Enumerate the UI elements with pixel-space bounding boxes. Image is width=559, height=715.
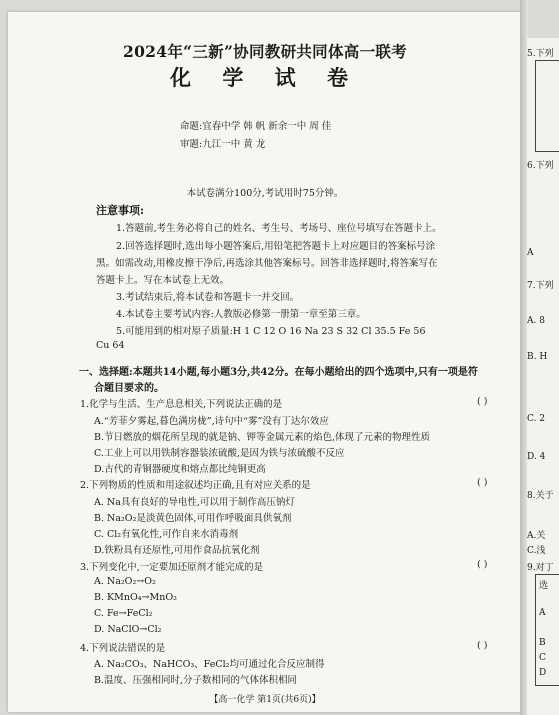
notice-heading: 注意事项: (96, 204, 145, 217)
next-page-text: A.关 (527, 531, 546, 541)
next-page-text: A (527, 248, 534, 258)
section-heading: 一、选择题:本题共14小题,每小题3分,共42分。在每小题给出的四个选项中,只有一项是符 (79, 367, 478, 378)
exam-title: 2024年“三新”协同教研共同体高一联考 (123, 42, 407, 61)
subject-title: 化 学 试 卷 (170, 65, 360, 90)
option: B. KMnO₄→MnO₂ (94, 592, 177, 603)
next-page-text: 6.下列 (527, 161, 554, 171)
answer-paren: ( ) (477, 477, 488, 488)
option: B. Na₂O₂是淡黄色固体,可用作呼吸面具供氧剂 (94, 513, 292, 524)
notice-line: 答题卡上。写在本试卷上无效。 (96, 275, 230, 286)
option: D. NaClO→Cl₂ (94, 624, 162, 635)
next-page-text: C. 2 (527, 414, 546, 424)
answer-paren: ( ) (477, 396, 488, 407)
next-page-text: D (539, 668, 547, 678)
option: B.温度、压强相同时,分子数相同的气体体积相同 (94, 675, 298, 686)
question-stem: 4.下列说法错误的是 (80, 643, 166, 654)
option: C. Fe→FeCl₂ (94, 608, 153, 619)
notice-line: 2.回答选择题时,选出每小题答案后,用铅笔把答题卡上对应题目的答案标号涂 (116, 241, 436, 252)
next-page-text: D. 4 (527, 452, 546, 462)
next-page-text: A. 8 (527, 316, 545, 326)
option: A. Na具有良好的导电性,可以用于制作高压钠灯 (94, 497, 295, 508)
option: A.“芳菲夕雾起,暮色满房栊”,诗句中“雾”没有丁达尔效应 (94, 416, 329, 427)
score-info: 本试卷满分100分,考试用时75分钟。 (186, 188, 344, 199)
option: D.古代的青铜器硬度和熔点都比纯铜更高 (94, 464, 266, 475)
option: A. Na₂O₂→O₂ (94, 576, 156, 587)
section-heading-cont: 合题目要求的。 (94, 383, 164, 394)
option: A. Na₂CO₃、NaHCO₃、FeCl₂均可通过化合反应制得 (94, 659, 325, 670)
notice-line: 5.可能用到的相对原子质量:H 1 C 12 O 16 Na 23 S 32 Cl 35.5 Fe 56 (116, 326, 426, 337)
option: D.铁粉具有还原性,可用作食品抗氧化剂 (94, 545, 260, 556)
next-page-text: B (539, 638, 546, 648)
answer-paren: ( ) (477, 559, 488, 570)
next-page-text: 8.关于 (527, 491, 554, 501)
notice-line: 1.答题前,考生务必将自己的姓名、考生号、考场号、座位号填写在答题卡上。 (116, 223, 442, 234)
notice-line: 4.本试卷主要考试内容:人教版必修第一册第一章至第三章。 (116, 309, 366, 320)
next-page-text: 5.下列 (527, 49, 554, 59)
next-page-text: 7.下列 (527, 281, 554, 291)
next-page-text: 9.对丁 (527, 563, 554, 573)
next-page-text: A (539, 608, 546, 618)
next-page-text: C (539, 653, 546, 663)
question-stem: 1.化学与生活、生产息息相关,下列说法正确的是 (80, 399, 283, 410)
notice-line: 3.考试结束后,将本试卷和答题卡一并交回。 (116, 292, 300, 303)
page-footer: 【高一化学 第1页(共6页)】 (209, 695, 321, 705)
next-page-edge (527, 38, 559, 715)
option: C. Cl₂有氧化性,可作自来水消毒剂 (94, 529, 239, 540)
next-page-text: 选 (539, 581, 549, 591)
answer-paren: ( ) (477, 640, 488, 651)
reviewers: 审题:九江一中 黄 龙 (180, 139, 266, 150)
next-page-table (535, 60, 559, 152)
question-stem: 2.下列物质的性质和用途叙述均正确,且有对应关系的是 (80, 480, 311, 491)
option: C.工业上可以用铁制容器装浓硫酸,是因为铁与浓硫酸不反应 (94, 448, 345, 459)
next-page-text: B. H (527, 352, 548, 362)
question-stem: 3.下列变化中,一定要加还原剂才能完成的是 (80, 562, 264, 573)
next-page-text: C.浅 (527, 546, 546, 556)
notice-line: 黑。如需改动,用橡皮擦干净后,再选涂其他答案标号。回答非选择题时,将答案写在 (96, 258, 438, 269)
option: B.节日燃放的烟花所呈现的就是钠、钾等金属元素的焰色,体现了元素的物理性质 (94, 432, 431, 443)
notice-line: Cu 64 (96, 340, 125, 351)
exam-page (8, 12, 522, 712)
proposers: 命题:宜春中学 韩 帆 新余一中 周 佳 (180, 121, 332, 132)
